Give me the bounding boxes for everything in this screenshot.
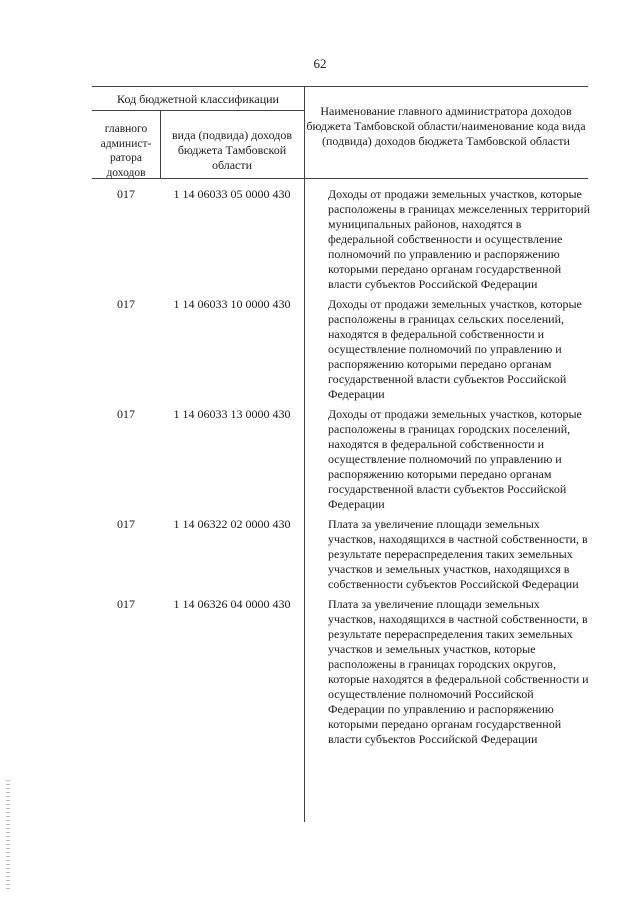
header-divider-name [304,86,305,178]
income-name-cell: Доходы от продажи земельных участков, которые расположены в границах межселенных территорий муниципальных районов, находятся в федеральной собственности и осуществление полномочий по управлению и распоряжению которыми передано органам государственной власти субъектов Российской Федерации [328,187,590,291]
header-chief-administrator: главного админист-ратора доходов [100,123,152,179]
scan-margin-mark [6,780,10,890]
admin-code-cell: 017 [117,597,135,611]
income-code-cell: 1 14 06033 13 0000 430 [173,407,291,421]
income-name-cell: Доходы от продажи земельных участков, которые расположены в границах городских поселений, находятся в федеральной собственности и осуществление полномочий по управлению и распоряжению которыми передано органам государственной власти субъектов Российской Федерации [328,407,582,511]
table-row [92,186,592,292]
income-code-cell: 1 14 06033 10 0000 430 [173,297,291,311]
table-row [92,516,592,592]
header-name: Наименование главного администратора доходов бюджета Тамбовской области/наименование кода вида (подвида) доходов бюджета Тамбовской области [306,104,586,148]
table-row [92,596,592,747]
table-row [92,406,592,512]
income-code-cell: 1 14 06033 05 0000 430 [173,187,291,201]
header-bottom-rule [92,178,588,179]
admin-code-cell: 017 [117,407,135,421]
page-number: 62 [313,56,327,71]
income-name-cell: Плата за увеличение площади земельных участков, находящихся в частной собственности, в результате перераспределения таких земельных участков и земельных участков, которые расположены в границах городских округов, которые находятся в федеральной собственности и осуществление полномочий Российской Федерации по управлению и распоряжению которыми передано органам государственной власти субъектов Российской Федерации [328,597,589,746]
income-name-cell: Доходы от продажи земельных участков, которые расположены в границах сельских поселений, находятся в федеральной собственности и осуществление полномочий по управлению и распоряжению которыми передано органам государственной власти субъектов Российской Федерации [328,297,582,401]
income-code-cell: 1 14 06322 02 0000 430 [173,517,291,531]
table-row [92,296,592,402]
income-code-cell: 1 14 06326 04 0000 430 [173,597,291,611]
table-body [92,186,592,751]
income-name-cell: Плата за увеличение площади земельных участков, находящихся в частной собственности, в результате перераспределения таких земельных участков и земельных участков, находящихся в собственности субъектов Российской Федерации [328,517,588,591]
table-top-rule [92,86,588,87]
admin-code-cell: 017 [117,187,135,201]
header-group-rule [92,110,304,111]
admin-code-cell: 017 [117,517,135,531]
admin-code-cell: 017 [117,297,135,311]
header-budget-classification-code: Код бюджетной классификации [117,92,279,106]
header-income-kind: вида (подвида) доходов бюджета Тамбовской области [172,128,292,172]
